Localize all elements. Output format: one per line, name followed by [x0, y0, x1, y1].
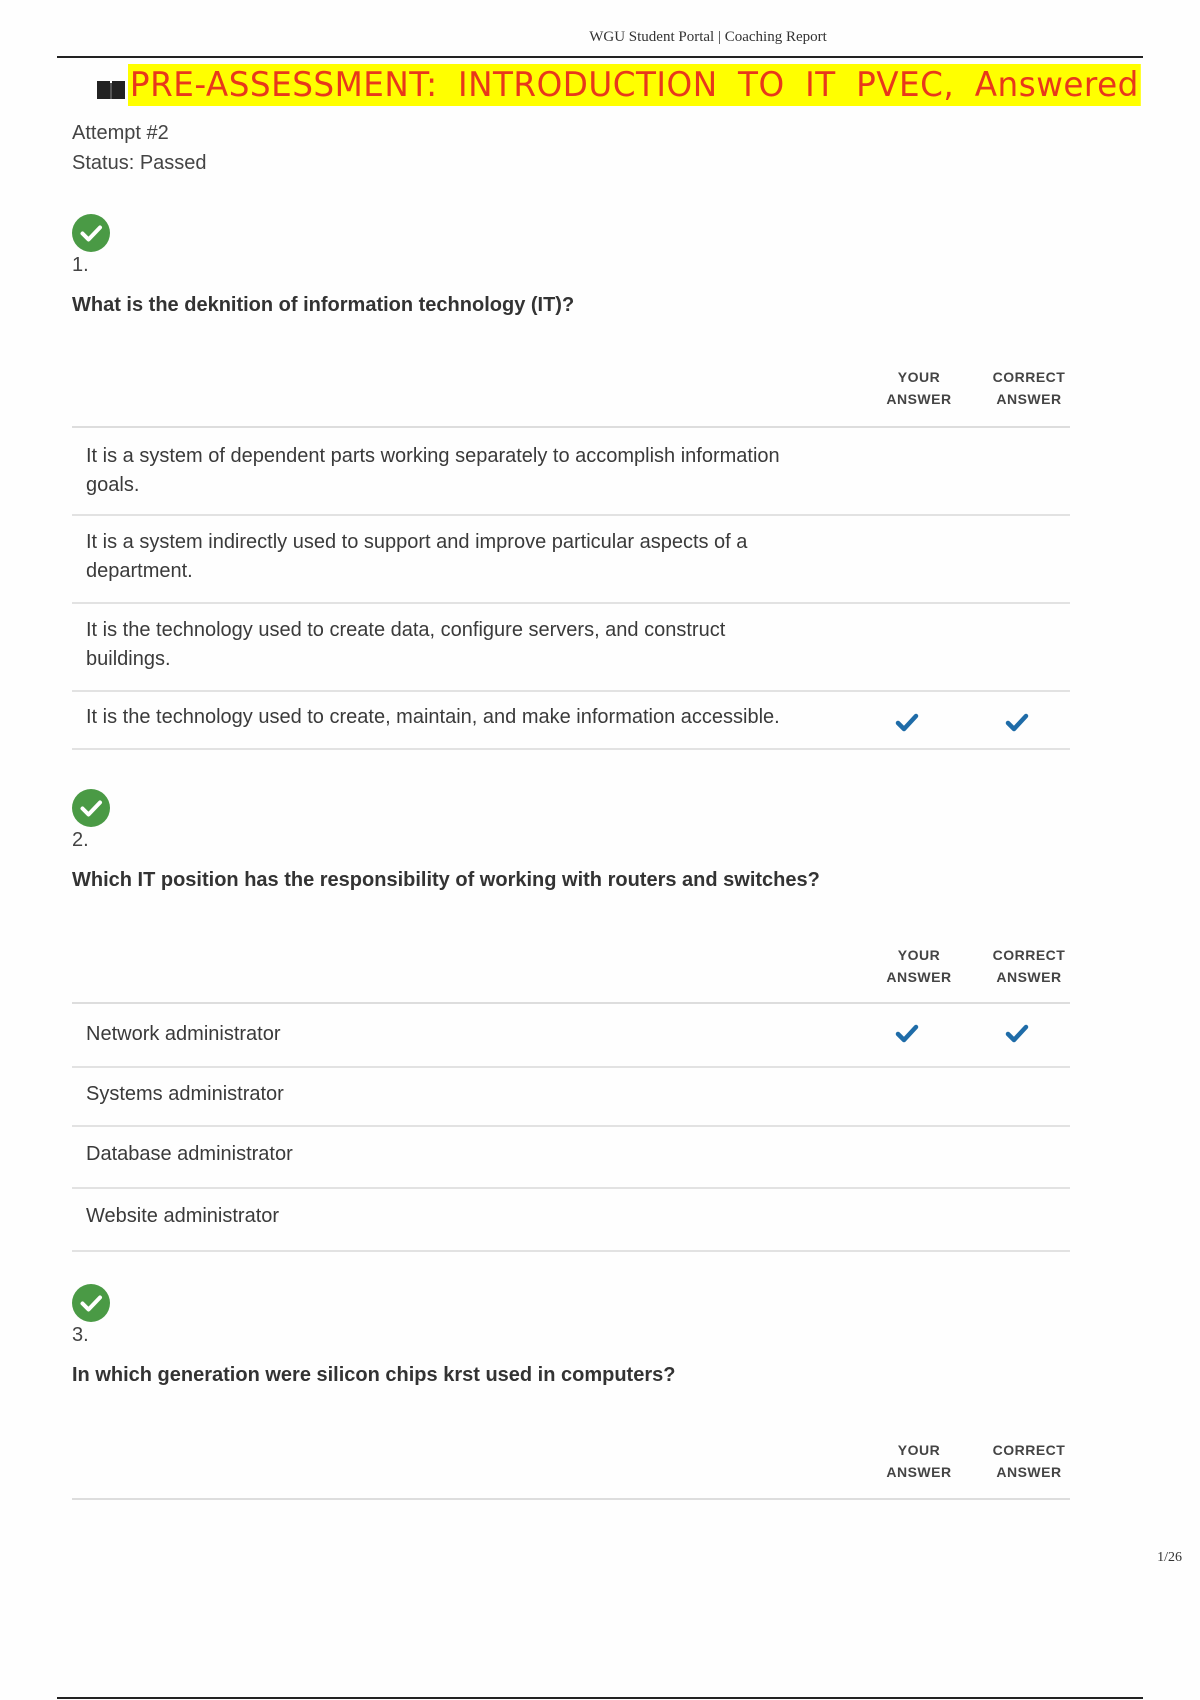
question-text: What is the deknition of information technology (IT)? — [72, 294, 575, 316]
correct-answer-header: CORRECT ANSWER — [992, 369, 1066, 407]
header-rule — [57, 56, 1143, 58]
option-text: It is a system of dependent parts working separately to accomplish information goals. — [86, 445, 780, 496]
correct-check-icon — [72, 214, 110, 252]
status-label: Status: Passed — [72, 152, 207, 174]
answer-option — [72, 1189, 1070, 1252]
your-answer-check-icon — [895, 713, 919, 733]
question-number: 3. — [72, 1324, 89, 1346]
option-text: Systems administrator — [86, 1083, 284, 1105]
answer-option — [72, 1127, 1070, 1189]
correct-check-icon — [72, 1284, 110, 1322]
page-number: 1/26 — [1157, 1550, 1182, 1565]
option-text: Database administrator — [86, 1143, 293, 1165]
question-2 — [72, 789, 1072, 892]
answer-option — [72, 516, 1070, 604]
question-text: Which IT position has the responsibility of working with routers and switches? — [72, 869, 820, 891]
answer-option — [72, 428, 1070, 516]
question-number: 1. — [72, 254, 89, 276]
correct-answer-check-icon — [1005, 1024, 1029, 1044]
option-text: Website administrator — [86, 1205, 280, 1227]
option-text: It is the technology used to create, maintain, and make information accessible. — [86, 706, 780, 728]
document-title-line — [96, 64, 1183, 106]
footer-rule — [57, 1697, 1143, 1699]
answer-option-selected — [72, 1004, 1070, 1068]
document-title: PRE-ASSESSMENT: INTRODUCTION TO IT PVEC, Answered — [129, 65, 1139, 105]
answer-option — [72, 1068, 1070, 1127]
correct-check-icon — [72, 789, 110, 827]
book-icon — [96, 79, 126, 101]
correct-answer-header: CORRECT ANSWER — [992, 947, 1066, 985]
correct-answer-check-icon — [1005, 713, 1029, 733]
your-answer-header: YOUR ANSWER — [886, 947, 952, 985]
question-text: In which generation were silicon chips krst used in computers? — [72, 1364, 676, 1386]
your-answer-header: YOUR ANSWER — [886, 1442, 952, 1480]
attempt-label: Attempt #2 — [72, 122, 169, 144]
your-answer-header: YOUR ANSWER — [886, 369, 952, 407]
page-header: WGU Student Portal | Coaching Report — [589, 29, 827, 45]
question-3 — [72, 1284, 1072, 1387]
question-1 — [72, 214, 1072, 317]
table-header-divider — [72, 1498, 1070, 1500]
option-text: Network administrator — [86, 1023, 281, 1045]
answer-option — [72, 604, 1070, 692]
question-number: 2. — [72, 829, 89, 851]
answer-option-selected — [72, 692, 1070, 750]
correct-answer-header: CORRECT ANSWER — [992, 1442, 1066, 1480]
option-text: It is the technology used to create data, configure servers, and construct buildings. — [86, 619, 726, 670]
option-text: It is a system indirectly used to support and improve particular aspects of a department. — [86, 531, 748, 582]
your-answer-check-icon — [895, 1024, 919, 1044]
